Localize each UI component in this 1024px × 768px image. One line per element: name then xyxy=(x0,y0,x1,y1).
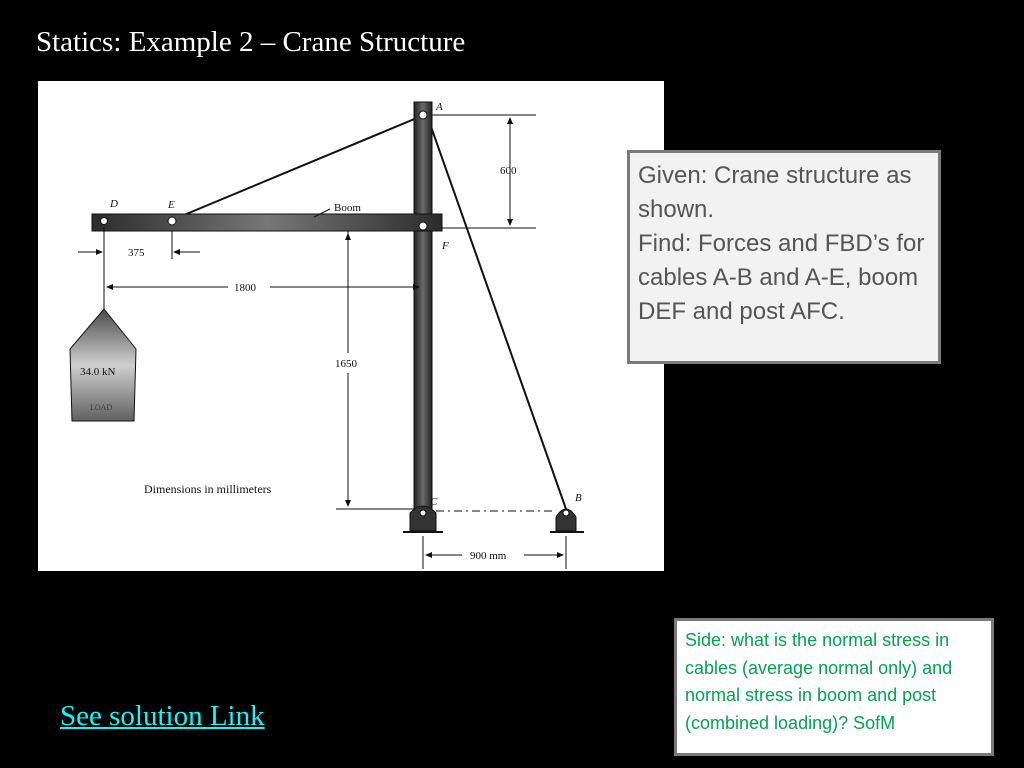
post-afc xyxy=(414,102,432,514)
side-note-text: Side: what is the normal stress in cables (average normal only) and normal stress in boom and post (combined loading)? SofM xyxy=(685,630,953,733)
side-note-box xyxy=(674,618,994,756)
pin-e xyxy=(168,217,176,225)
dim-900: 900 mm xyxy=(470,550,507,562)
boom-def xyxy=(92,214,442,231)
label-a: A xyxy=(436,101,443,113)
label-c: C xyxy=(430,496,438,508)
cable-a-e xyxy=(172,115,424,220)
pin-a xyxy=(419,111,427,119)
slide-title: Statics: Example 2 – Crane Structure xyxy=(36,26,466,58)
crane-diagram xyxy=(38,81,664,571)
dim-375: 375 xyxy=(128,247,145,259)
label-b: B xyxy=(575,492,582,504)
weight-mark: LOAD xyxy=(90,403,113,412)
cable-a-b xyxy=(429,121,566,509)
label-e: E xyxy=(168,199,175,211)
find-text: Find: Forces and FBD’s for cables A-B and A-E, boom DEF and post AFC. xyxy=(638,230,925,325)
label-f: F xyxy=(442,240,449,252)
pin-d xyxy=(101,218,108,225)
dim-600: 600 xyxy=(500,165,517,177)
dim-1800: 1800 xyxy=(234,282,256,294)
given-find-box xyxy=(627,150,941,364)
pin-f xyxy=(419,222,427,230)
see-solution-link[interactable]: See solution Link xyxy=(60,700,265,732)
given-text: Given: Crane structure as shown. xyxy=(638,162,912,223)
label-boom: Boom xyxy=(334,202,361,214)
load-label: 34.0 kN xyxy=(80,366,116,378)
units-note: Dimensions in millimeters xyxy=(144,482,272,496)
dim-1650: 1650 xyxy=(335,358,357,370)
label-d: D xyxy=(110,198,118,210)
